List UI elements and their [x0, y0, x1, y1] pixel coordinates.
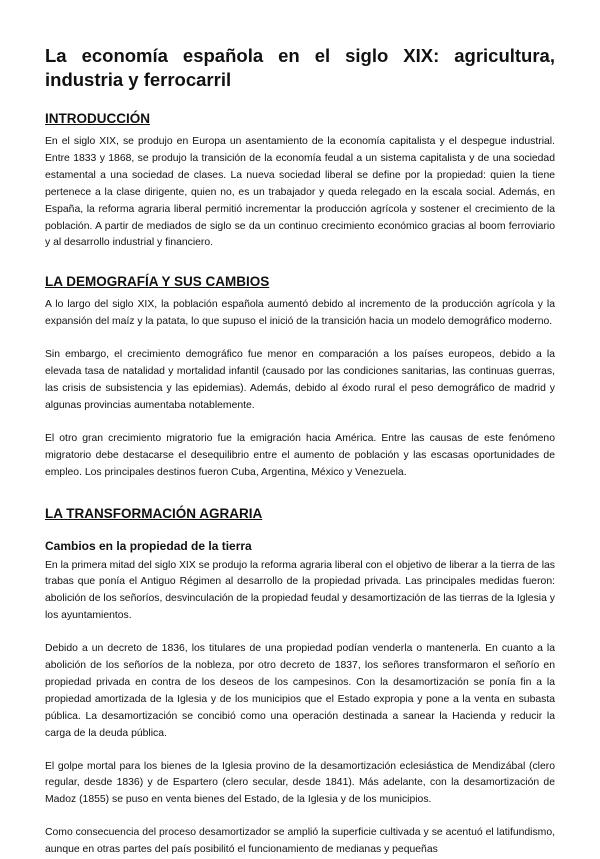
paragraph: A lo largo del siglo XIX, la población española aumentó debido al incremento de la producción agrícola y la expansión del maíz y la patata, lo que supuso el inició de la transición hacia un modelo demográfico moderno.	[45, 299, 555, 328]
paragraph: Debido a un decreto de 1836, los titulares de una propiedad podían venderla o mantenerla. En cuanto a la abolición de los señoríos de la nobleza, por otro decreto de 1837, los señores transformaron el señorío en propiedad privada en contra de los deseos de los campesinos. Con la desamortización se ponía fin a la propiedad amortizada de la Iglesia y de los municipios que el Estado expropia y pone a la venta en subasta pública. La desamortización se concibió como una operación destinada a sanear la Hacienda y reducir la carga de la deuda pública.	[45, 643, 555, 739]
paragraph: El otro gran crecimiento migratorio fue la emigración hacia América. Entre las causas de este fenómeno migratorio debe destacarse el desequilibrio entre el aumento de población y las escasas oportunidades de empleo. Los principales destinos fueron Cuba, Argentina, México y Venezuela.	[45, 432, 555, 478]
section-heading-transformacion-agraria: LA TRANSFORMACIÓN AGRARIA	[45, 505, 263, 521]
paragraph: El golpe mortal para los bienes de la Iglesia provino de la desamortización eclesiástica de Mendizábal (clero regular, desde 1836) y de Espartero (clero secular, desde 1841). Más adelante, con la desamortización de Madoz (1855) se puso en venta bienes del Estado, de la Iglesia y de los municipios.	[45, 760, 555, 806]
section-heading-demografia: LA DEMOGRAFÍA Y SUS CAMBIOS	[45, 274, 270, 290]
document-title: La economía española en el siglo XIX: agricultura, industria y ferrocarril	[45, 45, 555, 90]
paragraph: En la primera mitad del siglo XIX se produjo la reforma agraria liberal con el objetivo de liberar a la tierra de las trabas que ponía el Antiguo Régimen al desarrollo de la propiedad privada. Las principales medidas fueron: abolición de los señoríos, desvinculación de la propiedad feudal y desamortización de las tierras de la Iglesia y los ayuntamientos.	[45, 559, 555, 622]
section-heading-introduccion: INTRODUCCIÓN	[45, 111, 150, 126]
subsection-heading-propiedad: Cambios en la propiedad de la tierra	[45, 538, 252, 553]
paragraph: En el siglo XIX, se produjo en Europa un asentamiento de la economía capitalista y el despegue industrial. Entre 1833 y 1868, se produjo la transición de la economía feudal a un sistema capitalista y de una sociedad estamental a una sociedad de clases. La nueva sociedad liberal se define por la propiedad: quien la tiene pertenece a la clase dirigente, quien no, es un trabajador y queda relegado en la escala social. Además, en España, la reforma agraria liberal permitió incrementar la producción agrícola y sostener el crecimiento de la población. A partir de mediados de siglo se da un continuo crecimiento económico gracias al boom ferroviario y al desarrollo industrial y financiero.	[45, 136, 555, 249]
paragraph: Como consecuencia del proceso desamortizador se amplió la superficie cultivada y se acentuó el latifundismo, aunque en otras partes del país posibilitó el funcionamiento de medianas y pequeñas	[45, 827, 555, 856]
paragraph: Sin embargo, el crecimiento demográfico fue menor en comparación a los países europeos, debido a la elevada tasa de natalidad y mortalidad infantil (causado por las condiciones sanitarias, las continuas guerras, las crisis de subsistencia y las epidemias). Además, debido al éxodo rural el peso demográfico de madrid y algunas provincias aumentaba notablemente.	[45, 349, 555, 411]
